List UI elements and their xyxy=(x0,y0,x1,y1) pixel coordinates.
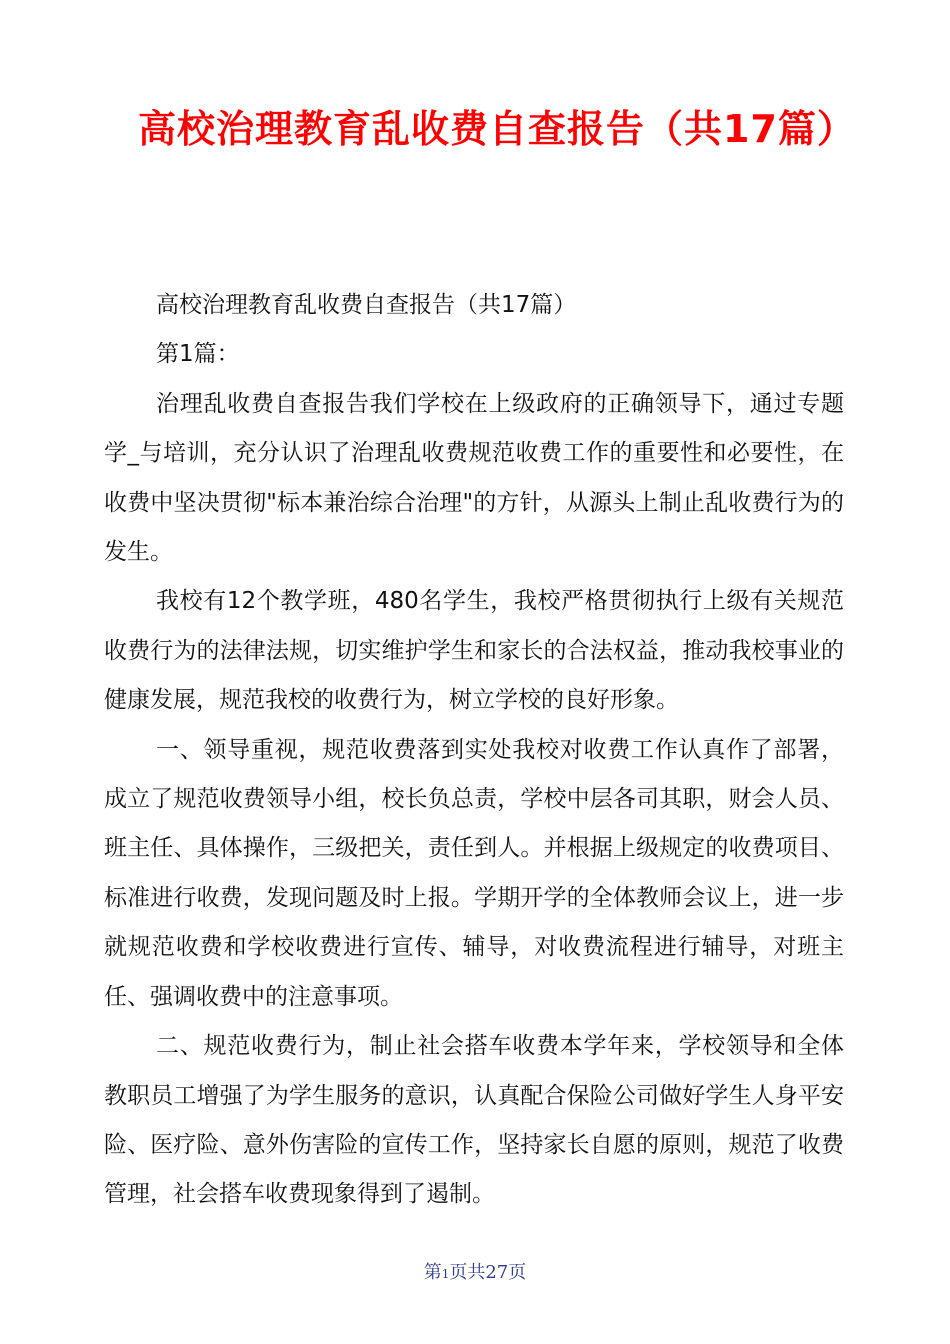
body-paragraph: 一、领导重视，规范收费落到实处我校对收费工作认真作了部署，成立了规范收费领导小组，校长负总责，学校中层各司其职，财会人员、班主任、具体操作，三级把关，责任到人。并根据上级规定的收费项目、标准进行收费，发现问题及时上报。学期开学的全体教师会议上，进一步就规范收费和学校收费进行宣传、辅导，对收费流程进行辅导，对班主任、强调收费中的注意事项。 xyxy=(104,736,844,1010)
current-page-number: 1 xyxy=(441,1267,450,1281)
subtitle-paragraph: 高校治理教育乱收费自查报告（共17篇） xyxy=(156,292,577,318)
page-number-prefix: 第 xyxy=(423,1262,442,1283)
page-number-middle: 页共 xyxy=(449,1262,486,1283)
total-page-count: 27 xyxy=(485,1262,509,1283)
document-body xyxy=(104,281,844,1220)
section-heading: 第1篇： xyxy=(156,341,240,368)
body-paragraph: 治理乱收费自查报告我们学校在上级政府的正确领导下，通过专题学_与培训，充分认识了治理乱收费规范收费工作的重要性和必要性，在收费中坚决贯彻"标本兼治综合治理"的方针，从源头上制止乱收费行为的发生。 xyxy=(104,390,844,566)
document-title: 高校治理教育乱收费自查报告（共17篇） xyxy=(138,107,856,151)
body-paragraph: 二、规范收费行为，制止社会搭车收费本学年来，学校领导和全体教职员工增强了为学生服务的意识，认真配合保险公司做好学生人身平安险、医疗险、意外伤害险的宣传工作，坚持家长自愿的原则，规范了收费管理，社会搭车收费现象得到了遏制。 xyxy=(104,1033,844,1208)
page-footer xyxy=(0,1260,950,1287)
body-paragraph: 我校有12个教学班，480名学生，我校严格贯彻执行上级有关规范收费行为的法律法规，切实维护学生和家长的合法权益，推动我校事业的健康发展，规范我校的收费行为，树立学校的良好形象。 xyxy=(104,588,844,714)
page-number-suffix: 页 xyxy=(508,1262,527,1283)
